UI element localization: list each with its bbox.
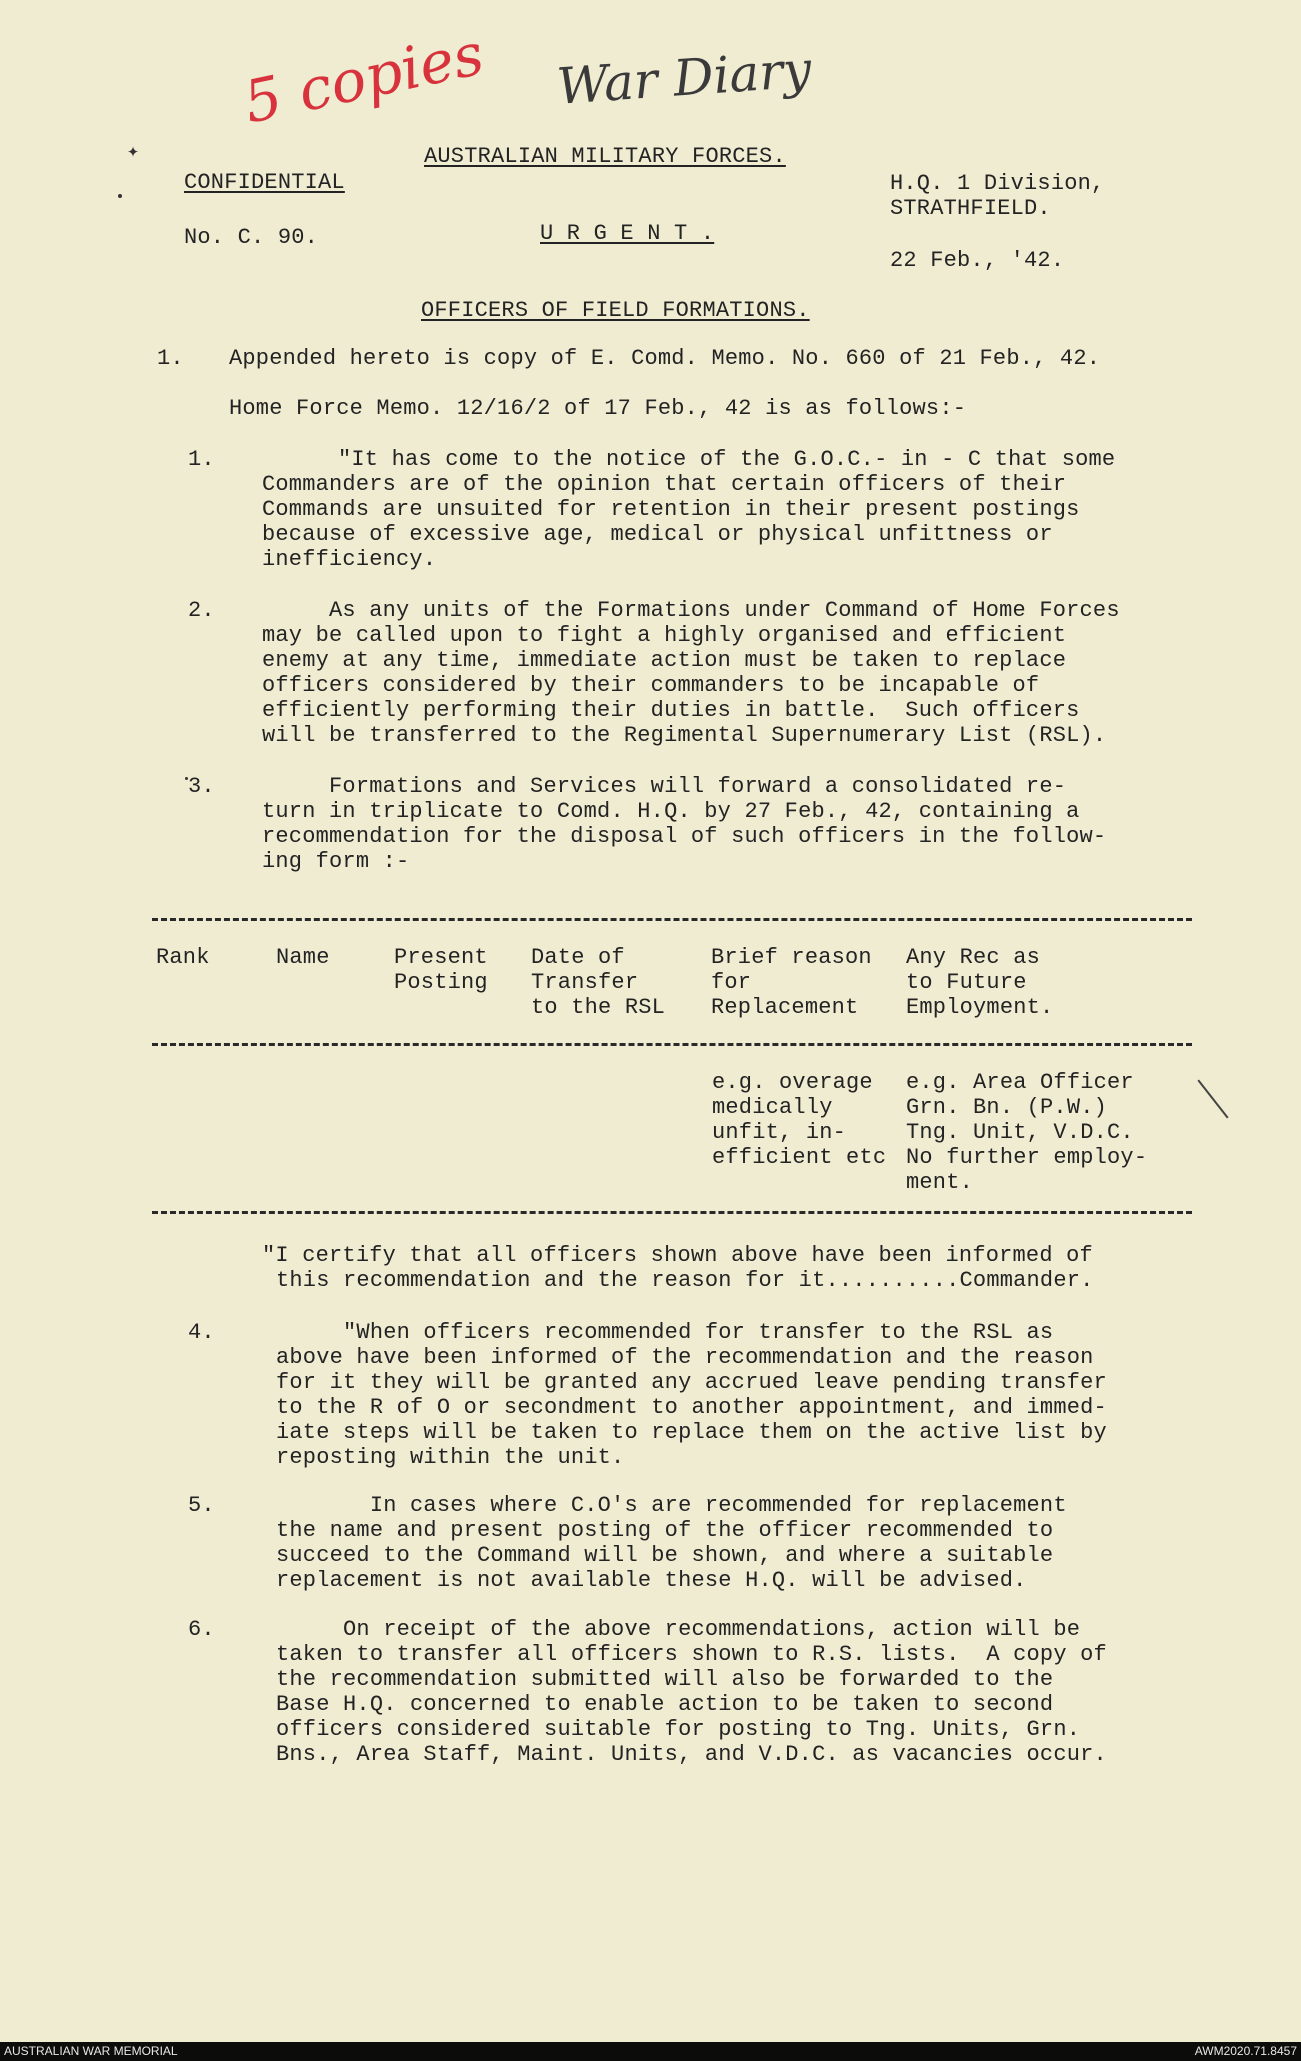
memo-5-line: replacement is not available these H.Q. will be advised. (276, 1568, 1027, 1593)
memo-3-line: ing form :- (262, 849, 410, 874)
certify-line: this recommendation and the reason for it..........Commander. (276, 1268, 1094, 1293)
memo-3-number: 3. (188, 774, 215, 799)
memo-6-line: officers considered suitable for posting to Tng. Units, Grn. (276, 1717, 1081, 1742)
organisation-heading: AUSTRALIAN MILITARY FORCES. (424, 144, 786, 169)
table-header-rank: Rank (156, 945, 210, 970)
memo-4-line: to the R of O or secondment to another appointment, and immed- (276, 1395, 1107, 1420)
memo-5-line: succeed to the Command will be shown, and where a suitable (276, 1543, 1054, 1568)
priority-label: U R G E N T . (540, 221, 715, 246)
memo-5-line: In cases where C.O's are recommended for replacement (276, 1493, 1067, 1518)
table-cell-reason: efficient etc (712, 1145, 887, 1170)
table-header-present-posting: Present (394, 945, 488, 970)
table-header-date-of-transfer: Transfer (531, 970, 639, 995)
table-header-future-employment: to Future (906, 970, 1027, 995)
footer-accession-number: AWM2020.71.8457 (1194, 2044, 1297, 2058)
table-header-brief-reason: Brief reason (711, 945, 872, 970)
memo-2-number: 2. (188, 598, 215, 623)
memo-1-line: Commands are unsuited for retention in their present postings (262, 497, 1080, 522)
table-header-date-of-transfer: to the RSL (531, 995, 666, 1020)
memo-4-line: for it they will be granted any accrued leave pending transfer (276, 1370, 1107, 1395)
table-cell-employment: No further employ- (906, 1145, 1148, 1170)
table-rule-top (152, 918, 1192, 921)
table-header-brief-reason: Replacement (711, 995, 859, 1020)
memo-3-line: recommendation for the disposal of such officers in the follow- (262, 824, 1107, 849)
unit-line-1: H.Q. 1 Division, (890, 171, 1105, 196)
memo-3-line: Formations and Services will forward a consolidated re- (262, 774, 1067, 799)
footer-institution: AUSTRALIAN WAR MEMORIAL (4, 2044, 178, 2058)
memo-1-line: inefficiency. (262, 547, 437, 572)
handwritten-copies-note: 5 copies (238, 19, 490, 137)
memo-2-line: officers considered by their commanders to be incapable of (262, 673, 1040, 698)
table-header-name: Name (276, 945, 330, 970)
table-cell-employment: ment. (906, 1170, 974, 1195)
memo-3-line: turn in triplicate to Comd. H.Q. by 27 Feb., 42, containing a (262, 799, 1080, 824)
classification-label: CONFIDENTIAL (184, 170, 345, 195)
certify-line: "I certify that all officers shown above have been informed of (262, 1243, 1093, 1268)
memo-5-number: 5. (188, 1493, 215, 1518)
memo-1-line: Commanders are of the opinion that certain officers of their (262, 472, 1067, 497)
table-cell-employment: e.g. Area Officer (906, 1070, 1134, 1095)
memo-2-line: enemy at any time, immediate action must be taken to replace (262, 648, 1067, 673)
document-title: OFFICERS OF FIELD FORMATIONS. (421, 298, 810, 323)
table-cell-employment: Tng. Unit, V.D.C. (906, 1120, 1134, 1145)
memo-6-line: the recommendation submitted will also be forwarded to the (276, 1667, 1054, 1692)
paragraph-1-text: Appended hereto is copy of E. Comd. Memo. No. 660 of 21 Feb., 42. (229, 346, 1101, 371)
pin-mark: ✦ (127, 141, 140, 164)
memo-6-line: On receipt of the above recommendations, action will be (276, 1617, 1081, 1642)
table-cell-reason: medically (712, 1095, 833, 1120)
pencil-tick-mark (1197, 1079, 1228, 1118)
table-header-future-employment: Any Rec as (906, 945, 1041, 970)
table-cell-employment: Grn. Bn. (P.W.) (906, 1095, 1108, 1120)
handwritten-war-diary-note: War Diary (555, 40, 814, 116)
memo-2-line: As any units of the Formations under Command of Home Forces (262, 598, 1120, 623)
table-header-brief-reason: for (711, 970, 752, 995)
table-cell-reason: e.g. overage (712, 1070, 873, 1095)
table-header-date-of-transfer: Date of (531, 945, 625, 970)
memo-6-line: Bns., Area Staff, Maint. Units, and V.D.C. as vacancies occur. (276, 1742, 1107, 1767)
memo-2-line: efficiently performing their duties in battle. Such officers (262, 698, 1080, 723)
reference-number: No. C. 90. (184, 225, 319, 250)
memo-4-number: 4. (188, 1320, 215, 1345)
memo-1-line: "It has come to the notice of the G.O.C.- in - C that some (338, 447, 1116, 472)
table-rule-middle (152, 1043, 1192, 1046)
memo-4-line: "When officers recommended for transfer to the RSL as (276, 1320, 1054, 1345)
memo-1-line: because of excessive age, medical or physical unfittness or (262, 522, 1053, 547)
memo-2-line: will be transferred to the Regimental Supernumerary List (RSL). (262, 723, 1107, 748)
memo-2-line: may be called upon to fight a highly organised and efficient (262, 623, 1067, 648)
memo-4-line: reposting within the unit. (276, 1445, 625, 1470)
memo-4-line: iate steps will be taken to replace them on the active list by (276, 1420, 1107, 1445)
paragraph-1-number: 1. (157, 346, 184, 371)
memo-6-line: taken to transfer all officers shown to R.S. lists. A copy of (276, 1642, 1107, 1667)
unit-line-2: STRATHFIELD. (890, 196, 1051, 221)
table-cell-reason: unfit, in- (712, 1120, 847, 1145)
memo-1-number: 1. (188, 447, 215, 472)
memo-6-line: Base H.Q. concerned to enable action to be taken to second (276, 1692, 1054, 1717)
memo-4-line: above have been informed of the recommendation and the reason (276, 1345, 1094, 1370)
hole-mark (118, 194, 122, 198)
archive-footer (0, 2042, 1301, 2061)
table-rule-bottom (152, 1211, 1192, 1214)
table-header-future-employment: Employment. (906, 995, 1054, 1020)
memo-6-number: 6. (188, 1617, 215, 1642)
table-header-present-posting: Posting (394, 970, 488, 995)
memo-intro: Home Force Memo. 12/16/2 of 17 Feb., 42 is as follows:- (229, 396, 967, 421)
document-date: 22 Feb., '42. (890, 248, 1065, 273)
memo-5-line: the name and present posting of the officer recommended to (276, 1518, 1054, 1543)
